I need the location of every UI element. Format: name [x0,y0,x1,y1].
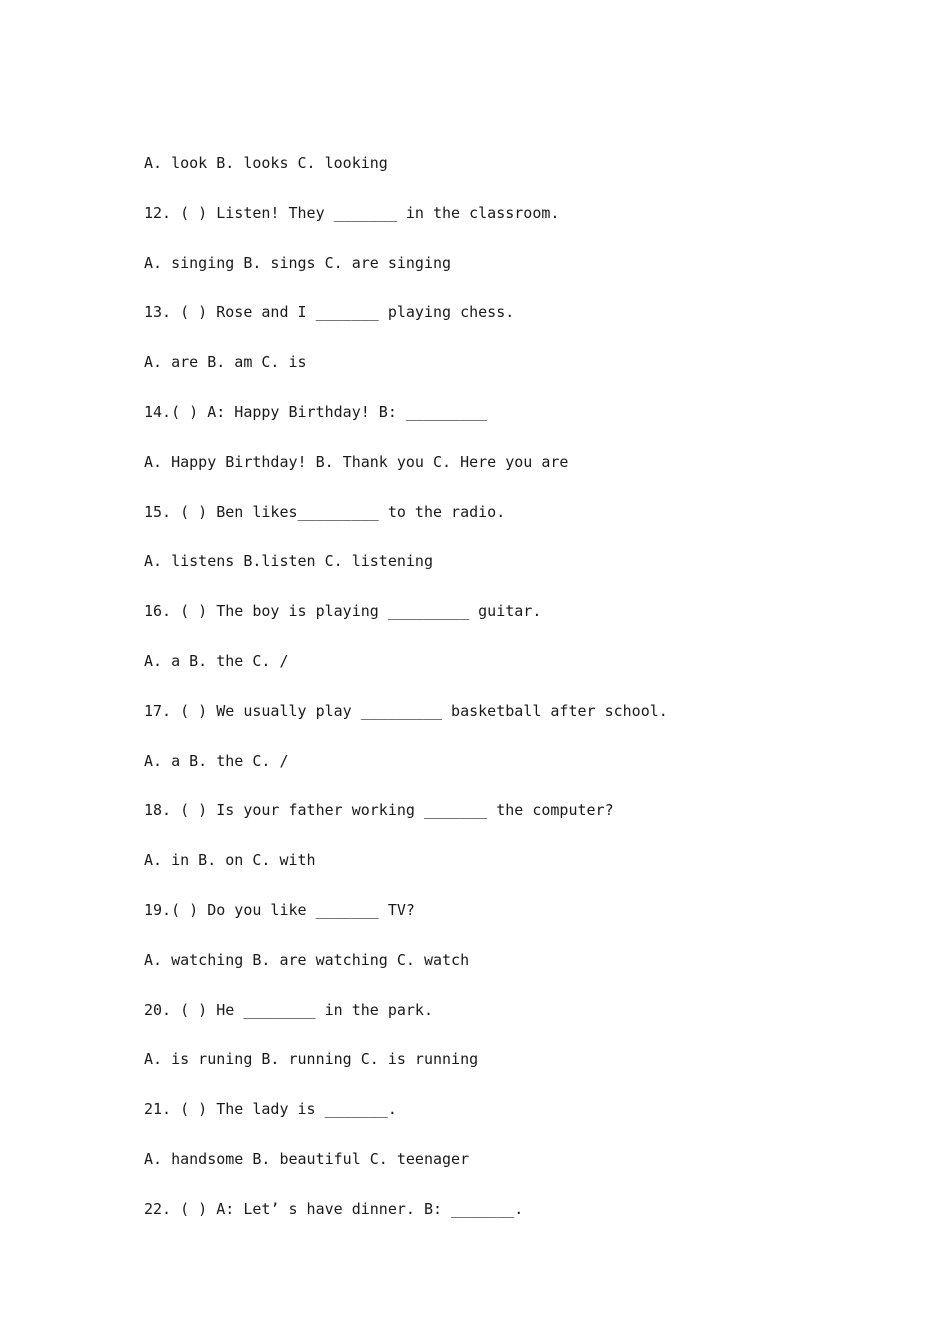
option-line-19: A. watching B. are watching C. watch [144,950,470,969]
option-line-16: A. a B. the C. / [144,651,289,670]
option-line-11: A. look B. looks C. looking [144,154,388,172]
option-line-13: A. are B. am C. is [144,353,307,372]
question-line-21: 21. ( ) The lady is _______. [144,1100,397,1119]
question-line-13: 13. ( ) Rose and I _______ playing chess. [144,303,515,322]
exercise-list [144,153,864,1249]
option-line-15: A. listens B.listen C. listening [144,552,433,571]
question-line-14: 14.( ) A: Happy Birthday! B: _________ [144,402,488,421]
option-line-14: A. Happy Birthday! B. Thank you C. Here you are [144,452,569,471]
question-line-17: 17. ( ) We usually play _________ basketball after school. [144,701,668,720]
option-line-18: A. in B. on C. with [144,851,316,870]
question-line-16: 16. ( ) The boy is playing _________ guitar. [144,602,542,621]
question-line-22: 22. ( ) A: Let’ s have dinner. B: _______. [144,1199,524,1218]
option-line-12: A. singing B. sings C. are singing [144,253,452,272]
question-line-18: 18. ( ) Is your father working _______ the computer? [144,801,614,820]
option-line-17: A. a B. the C. / [144,751,289,770]
option-line-21: A. handsome B. beautiful C. teenager [144,1149,470,1168]
question-line-15: 15. ( ) Ben likes_________ to the radio. [144,502,506,521]
option-line-20: A. is runing B. running C. is running [144,1050,479,1069]
question-line-19: 19.( ) Do you like _______ TV? [144,900,415,919]
question-line-12: 12. ( ) Listen! They _______ in the classroom. [144,203,560,222]
question-line-20: 20. ( ) He ________ in the park. [144,1000,433,1019]
